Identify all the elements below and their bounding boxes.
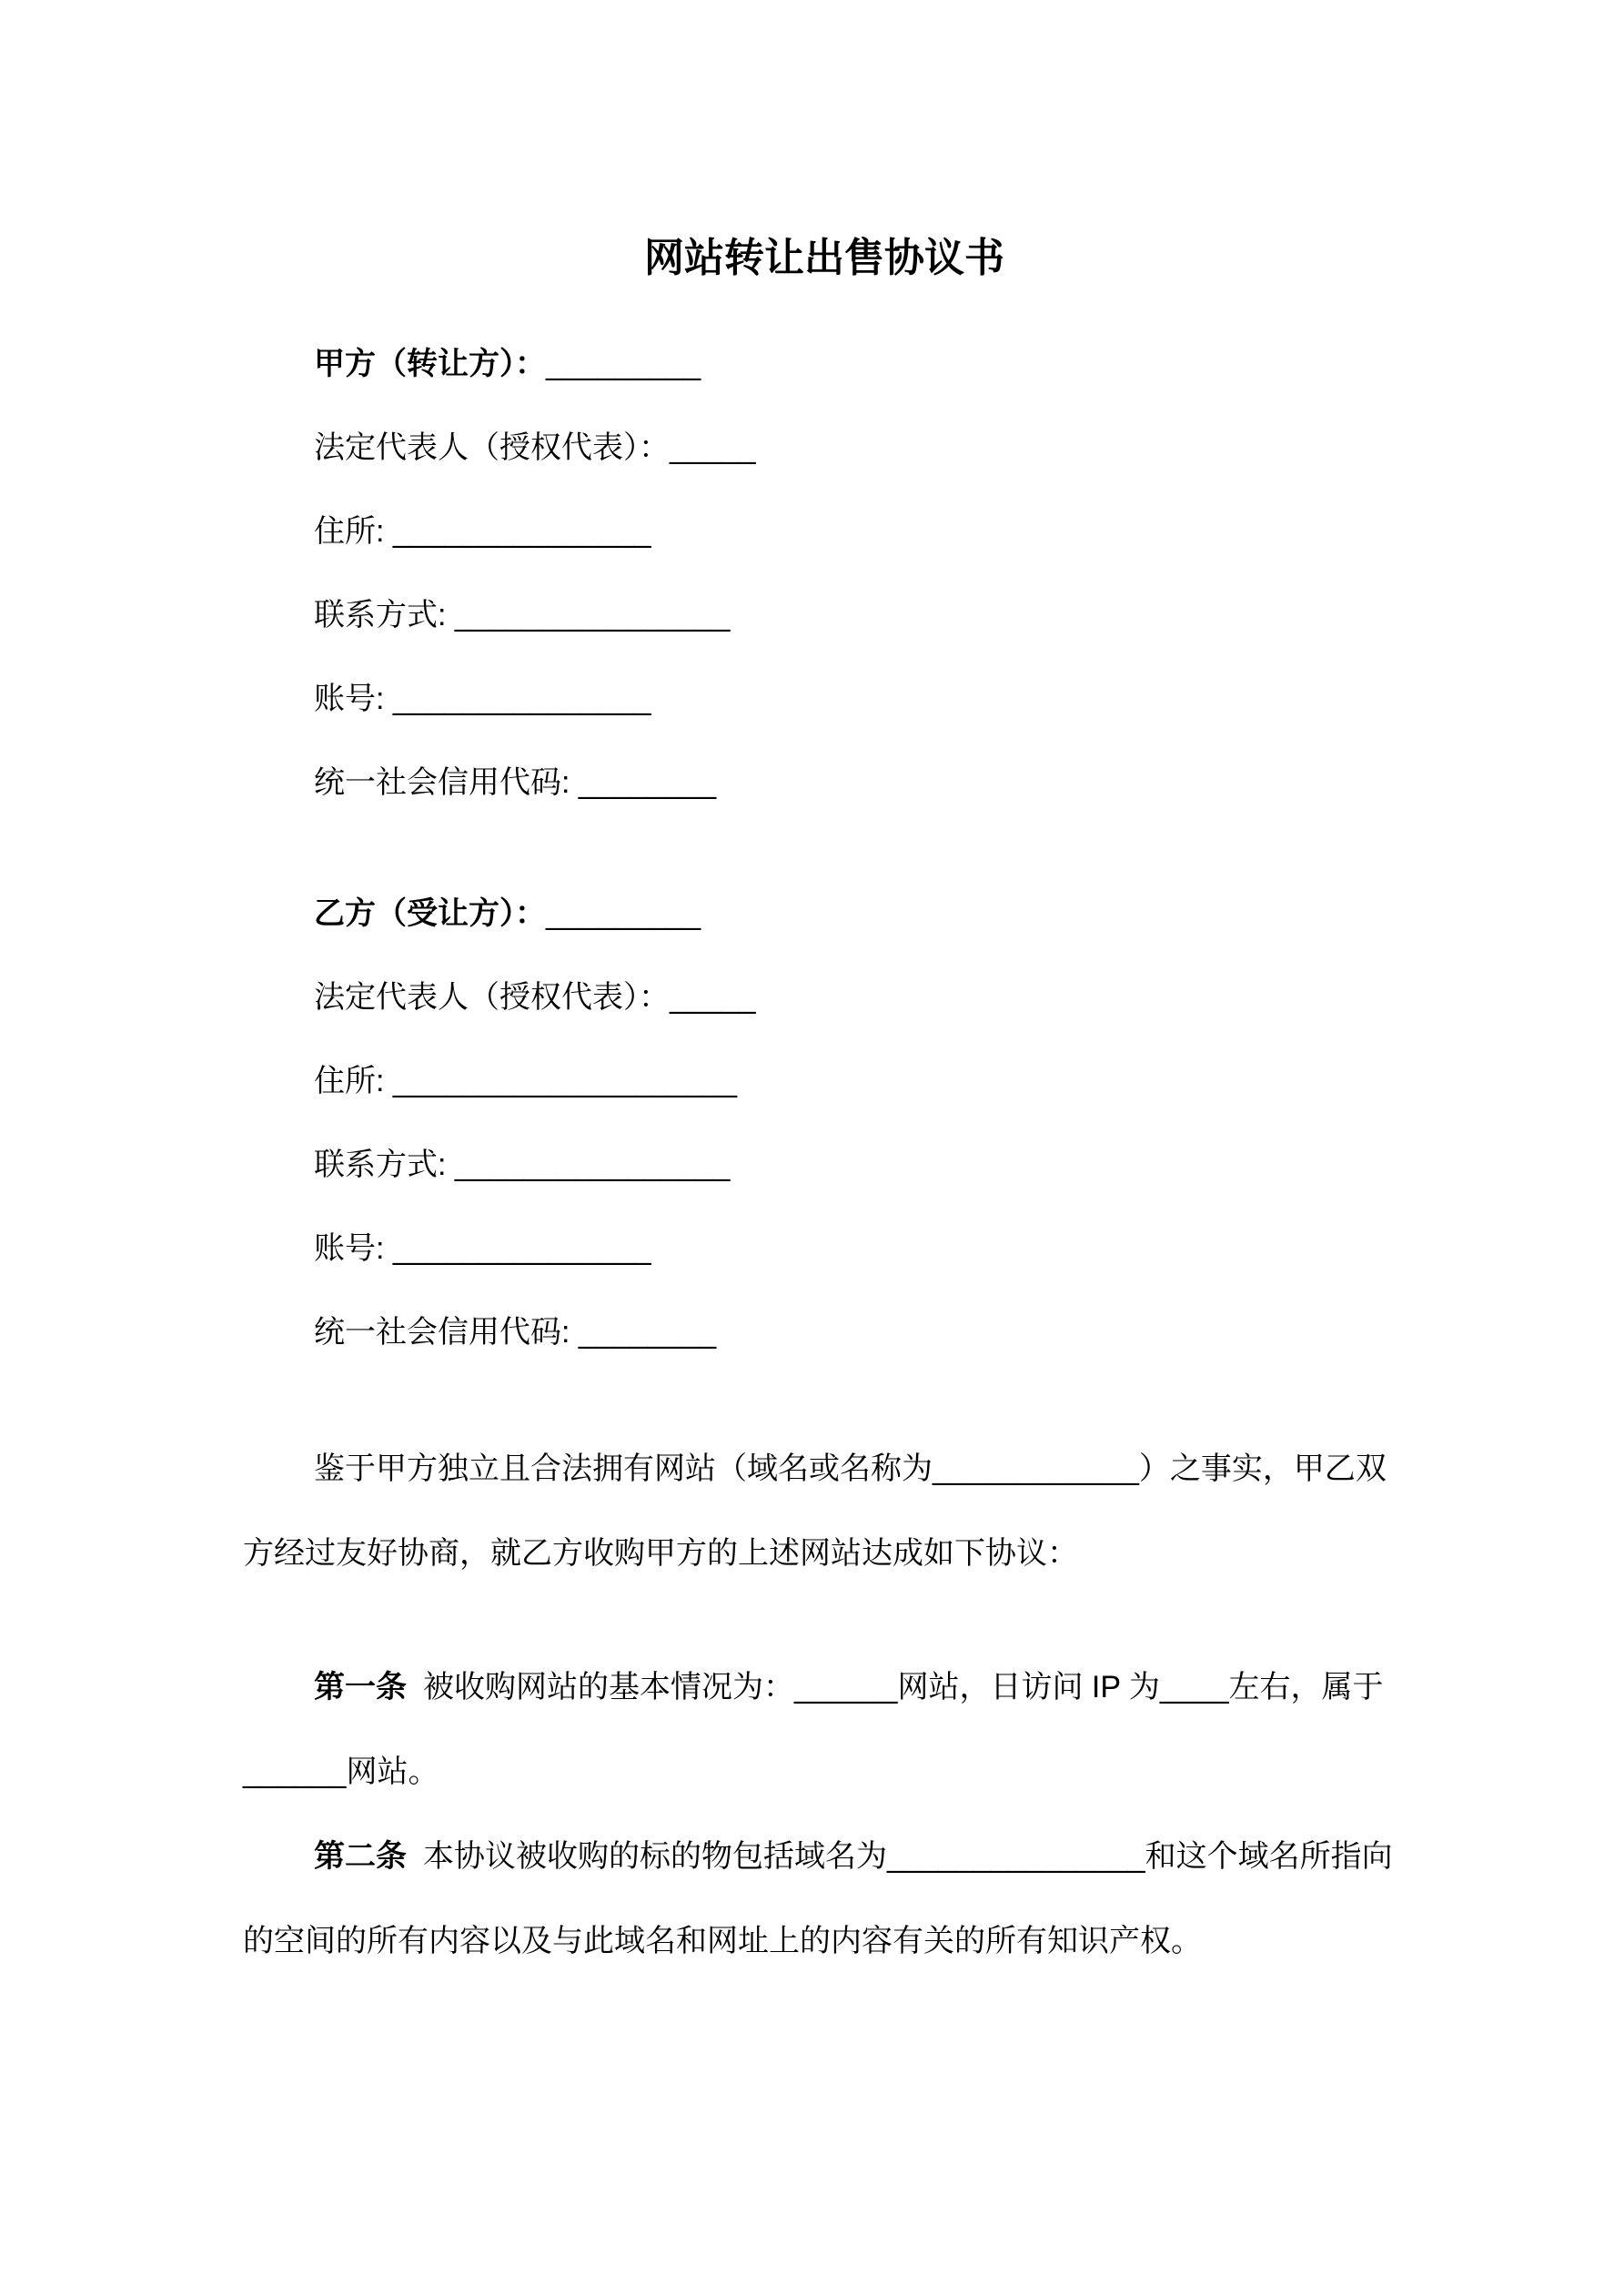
party-b-field-credit-code [243, 1290, 1406, 1374]
article-2-text: 本协议被收购的标的物包括域名为_______________和这个域名所指向的空间的所有内容以及与此域名和网址上的内容有关的所有知识产权。 [243, 1839, 1393, 1958]
field-blank: _______________ [392, 514, 651, 549]
recital-paragraph [243, 1427, 1406, 1596]
field-blank: ________________ [454, 598, 731, 632]
article-2-number: 第二条 [314, 1839, 407, 1874]
field-blank: ____________________ [392, 1064, 738, 1098]
field-blank: ________________ [454, 1148, 731, 1182]
article-1-paragraph [243, 1645, 1406, 1815]
field-blank: _______________ [392, 1231, 651, 1266]
party-a-section [243, 322, 1406, 824]
field-label: 联系方式: [314, 598, 455, 632]
party-b-heading-label: 乙方（受让方）： [314, 896, 546, 931]
party-b-field-contact [243, 1123, 1406, 1207]
party-b-field-address [243, 1039, 1406, 1123]
field-label: 联系方式: [314, 1148, 455, 1182]
field-label: 住所: [314, 514, 393, 549]
recital-text: 鉴于甲方独立且合法拥有网站（域名或名称为____________）之事实，甲乙双方经过友好协商，就乙方收购甲方的上述网站达成如下协议： [243, 1451, 1387, 1571]
field-label: 法定代表人（授权代表）： [314, 980, 670, 1015]
field-label: 法定代表人（授权代表）： [314, 430, 670, 465]
party-b-heading [243, 872, 1406, 956]
article-1-number: 第一条 [314, 1670, 407, 1704]
party-a-field-legal-representative [243, 406, 1406, 490]
field-label: 账号: [314, 682, 393, 716]
party-b-field-account-number [243, 1207, 1406, 1290]
party-b-heading-blank: _________ [546, 896, 701, 931]
party-a-field-contact [243, 573, 1406, 657]
party-a-field-account-number [243, 657, 1406, 741]
article-1-text: 被收购网站的基本情况为：______网站，日访问 IP 为____左右，属于______网站。 [243, 1670, 1384, 1789]
document-title: 网站转让出售协议书 [644, 236, 1004, 280]
field-blank: _____ [670, 980, 756, 1015]
party-a-heading-blank: _________ [546, 347, 701, 381]
party-a-field-address [243, 490, 1406, 573]
party-b-section [243, 872, 1406, 1374]
field-blank: _____ [670, 430, 756, 465]
party-a-field-credit-code [243, 741, 1406, 824]
party-b-field-legal-representative [243, 956, 1406, 1039]
field-blank: ________ [578, 765, 717, 800]
field-blank: _______________ [392, 682, 651, 716]
party-a-heading [243, 322, 1406, 406]
field-label: 统一社会信用代码: [314, 765, 579, 800]
field-label: 统一社会信用代码: [314, 1315, 579, 1350]
article-2-paragraph [243, 1815, 1406, 1984]
field-label: 住所: [314, 1064, 393, 1098]
field-blank: ________ [578, 1315, 717, 1350]
field-label: 账号: [314, 1231, 393, 1266]
party-a-heading-label: 甲方（转让方）： [314, 347, 546, 381]
